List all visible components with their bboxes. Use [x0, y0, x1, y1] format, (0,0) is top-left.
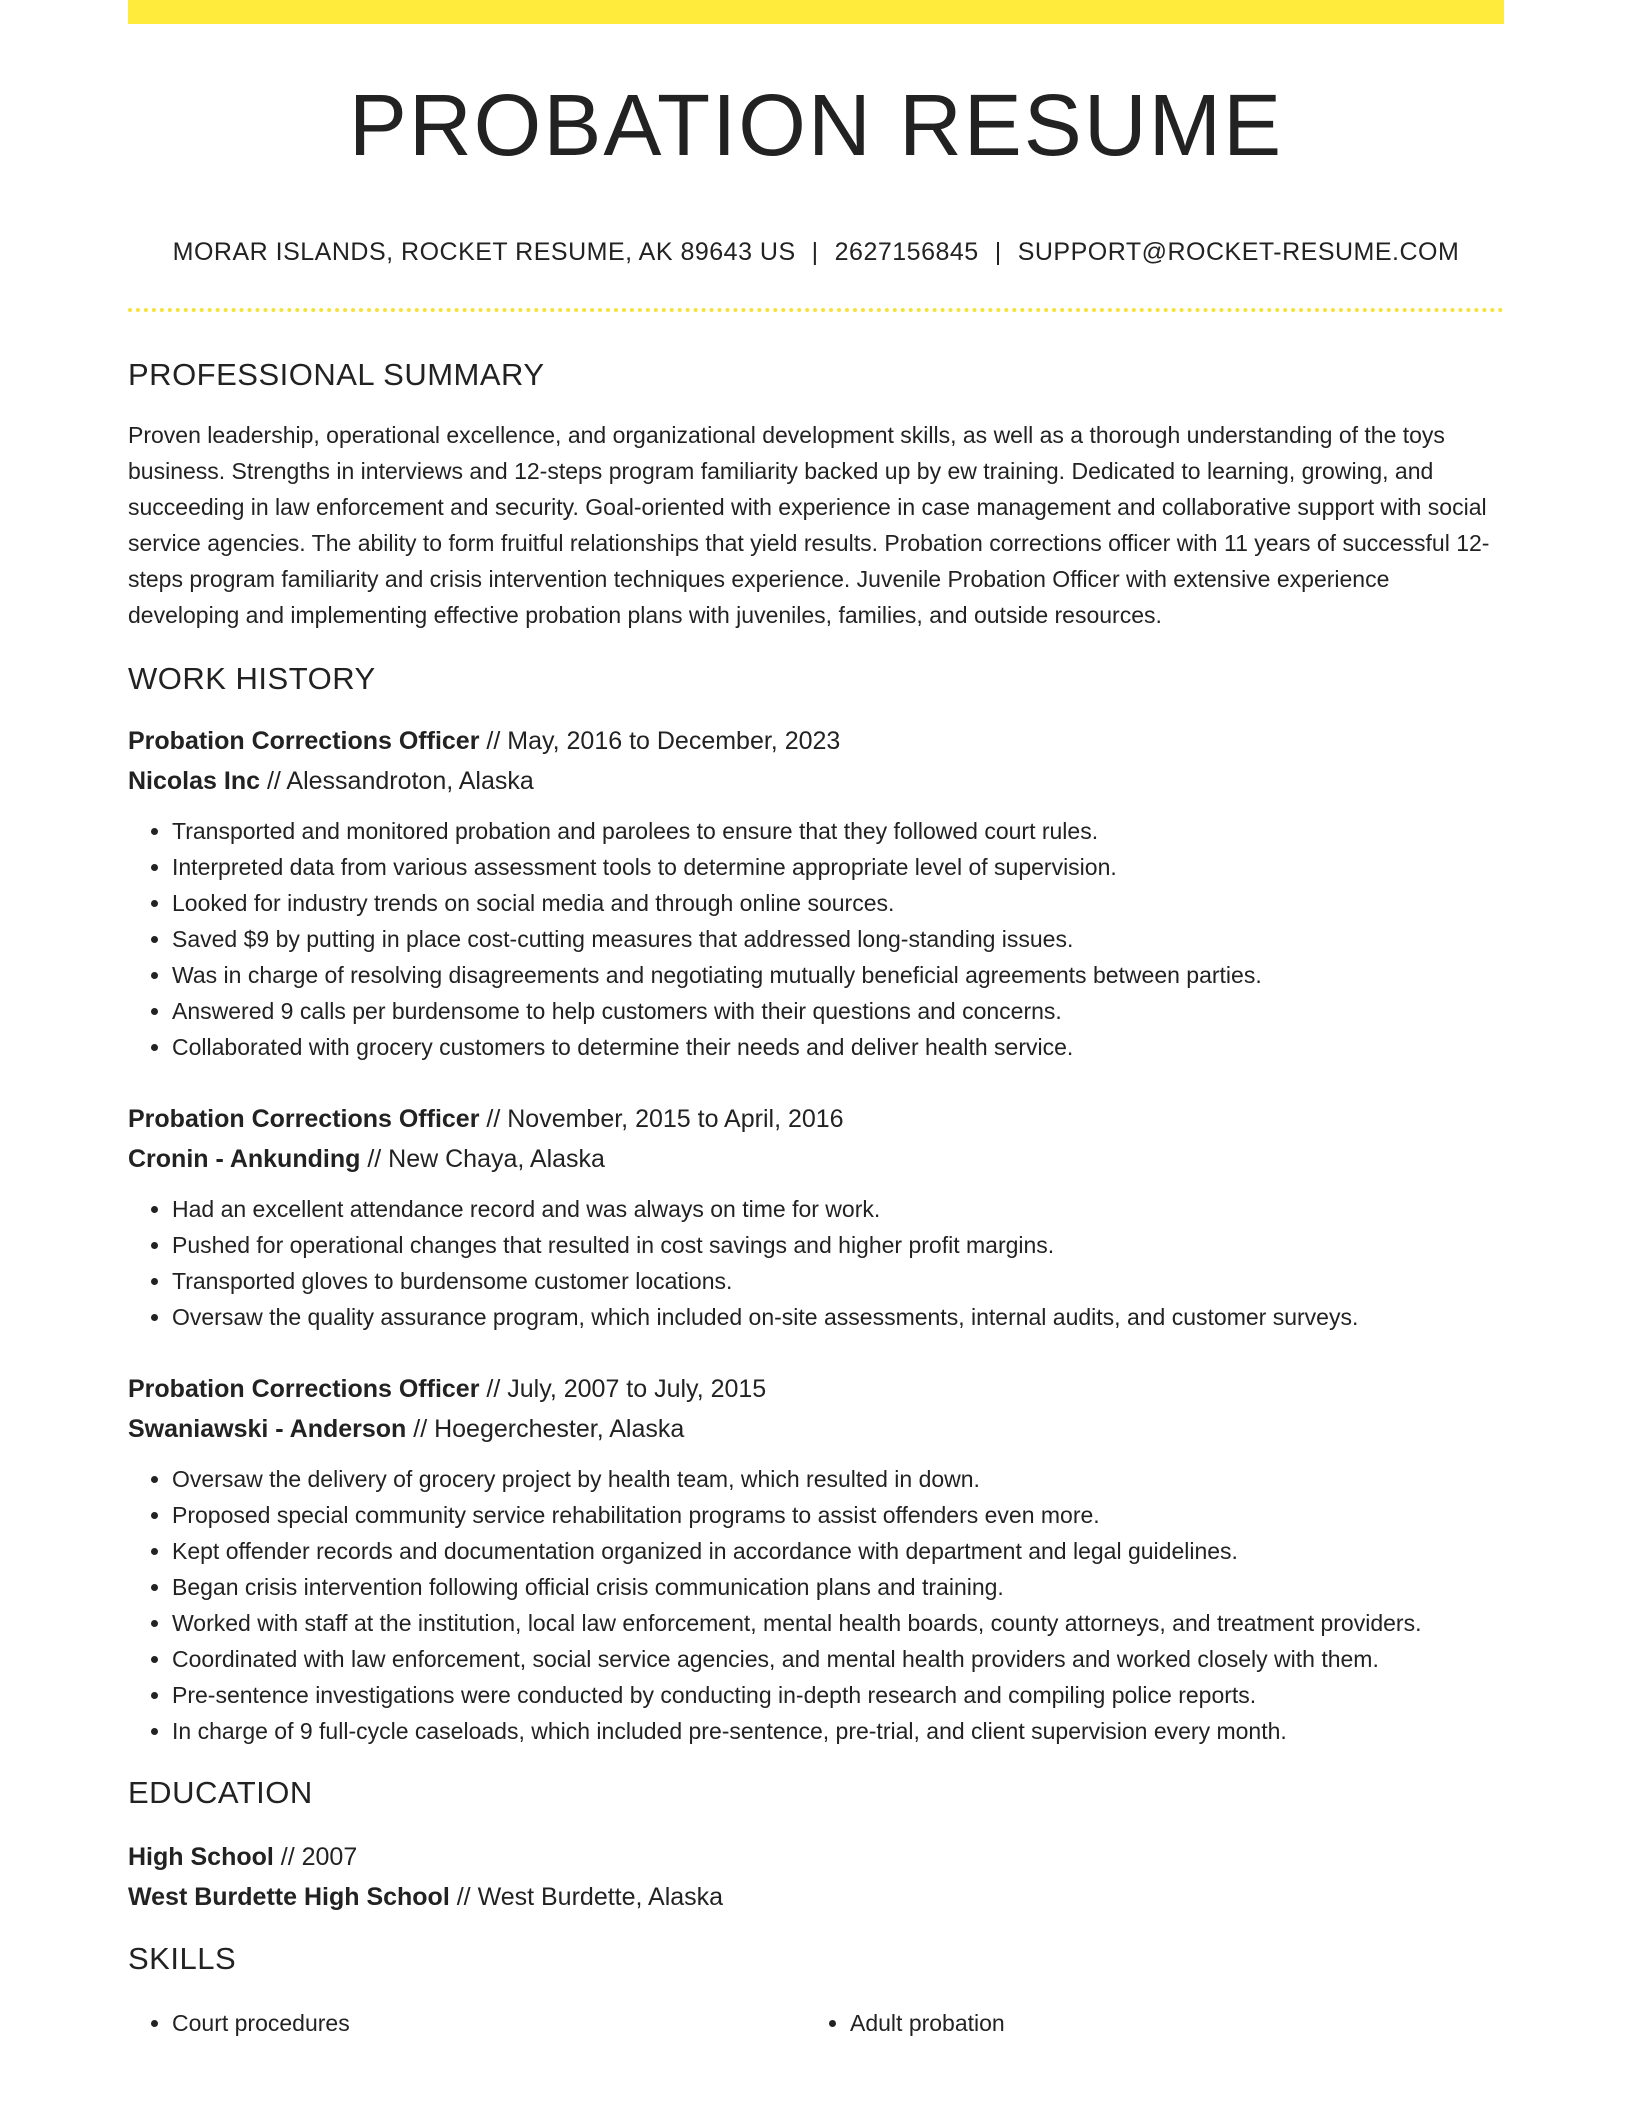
skills-grid	[128, 2005, 1504, 2041]
job-title-line	[128, 1099, 1504, 1139]
job-bullet: • Interpreted data from various assessment tools to determine appropriate level of supervision.	[172, 849, 1504, 885]
skill-item: • Court procedures	[172, 2005, 806, 2041]
job-bullet: • Proposed special community service rehabilitation programs to assist offenders even more.	[172, 1497, 1504, 1533]
section-heading-work: WORK HISTORY	[128, 661, 376, 696]
skills-column-right	[806, 2005, 1484, 2041]
job-title: Probation Corrections Officer	[128, 1375, 480, 1403]
education-degree: High School	[128, 1843, 274, 1871]
header-divider	[128, 308, 1504, 312]
job-bullet: • Collaborated with grocery customers to determine their needs and deliver health service.	[172, 1029, 1504, 1065]
job-company-line	[128, 761, 1504, 801]
resume-title: PROBATION RESUME	[348, 77, 1284, 174]
job-bullet-list	[128, 1461, 1504, 1749]
contact-phone: 2627156845	[834, 238, 979, 266]
job-bullet-list	[128, 1191, 1504, 1335]
education-location: // West Burdette, Alaska	[456, 1883, 724, 1911]
job-company-line	[128, 1409, 1504, 1449]
job-dates: // November, 2015 to April, 2016	[486, 1105, 844, 1133]
job-bullet: • Oversaw the quality assurance program, which included on-site assessments, internal audits, and customer surveys.	[172, 1299, 1504, 1335]
contact-separator: |	[994, 238, 1002, 266]
job-title-line	[128, 1369, 1504, 1409]
education-year: // 2007	[280, 1843, 358, 1871]
education-entry	[128, 1837, 1504, 1917]
job-title-line	[128, 721, 1504, 761]
job-title: Probation Corrections Officer	[128, 727, 480, 755]
job-entry	[128, 1369, 1504, 1749]
skills-column-left	[128, 2005, 806, 2041]
job-entry	[128, 721, 1504, 1065]
skills-section	[128, 1939, 1504, 2041]
job-bullet: • Pushed for operational changes that resulted in cost savings and higher profit margins.	[172, 1227, 1504, 1263]
job-bullet: • In charge of 9 full-cycle caseloads, which included pre-sentence, pre-trial, and client supervision every month.	[172, 1713, 1504, 1749]
job-bullet: • Was in charge of resolving disagreements and negotiating mutually beneficial agreements between parties.	[172, 957, 1504, 993]
job-bullet: • Looked for industry trends on social media and through online sources.	[172, 885, 1504, 921]
job-bullet: • Saved $9 by putting in place cost-cutting measures that addressed long-standing issues.	[172, 921, 1504, 957]
section-heading-education: EDUCATION	[128, 1775, 313, 1810]
job-bullet: • Kept offender records and documentation organized in accordance with department and legal guidelines.	[172, 1533, 1504, 1569]
skill-item: • Adult probation	[850, 2005, 1484, 2041]
contact-address: MORAR ISLANDS, ROCKET RESUME, AK 89643 US	[172, 238, 796, 266]
job-bullet: • Oversaw the delivery of grocery project by health team, which resulted in down.	[172, 1461, 1504, 1497]
job-bullet: • Transported gloves to burdensome customer locations.	[172, 1263, 1504, 1299]
education-school: West Burdette High School	[128, 1883, 450, 1911]
education-section	[128, 1773, 1504, 1917]
job-location: // Hoegerchester, Alaska	[413, 1415, 685, 1443]
job-bullet: • Had an excellent attendance record and was always on time for work.	[172, 1191, 1504, 1227]
contact-line	[0, 238, 1632, 267]
job-company-line	[128, 1139, 1504, 1179]
job-list	[128, 721, 1504, 1749]
job-bullet-list	[128, 813, 1504, 1065]
job-company: Swaniawski - Anderson	[128, 1415, 407, 1443]
resume-content	[128, 355, 1504, 2041]
job-location: // Alessandroton, Alaska	[266, 767, 534, 795]
job-bullet: • Worked with staff at the institution, local law enforcement, mental health boards, county attorneys, and treatment providers.	[172, 1605, 1504, 1641]
job-location: // New Chaya, Alaska	[367, 1145, 605, 1173]
job-bullet: • Answered 9 calls per burdensome to help customers with their questions and concerns.	[172, 993, 1504, 1029]
work-history-section	[128, 659, 1504, 1749]
job-title: Probation Corrections Officer	[128, 1105, 480, 1133]
contact-email: SUPPORT@ROCKET-RESUME.COM	[1017, 238, 1460, 266]
summary-text: Proven leadership, operational excellence, and organizational development skills, as well as a thorough understanding of the toys business. Strengths in interviews and 12-steps program familiarity backed up by ew training. Dedicated to learning, growing, and succeeding in law enforcement and security. Goal-oriented with experience in case management and collaborative support with social service agencies. The ability to form fruitful relationships that yield results. Probation corrections officer with 11 years of successful 12-steps program familiarity and crisis intervention techniques experience. Juvenile Probation Officer with extensive experience developing and implementing effective probation plans with juveniles, families, and outside resources.	[128, 422, 1490, 628]
education-school-line	[128, 1877, 1504, 1917]
contact-separator: |	[811, 238, 819, 266]
job-bullet: • Began crisis intervention following official crisis communication plans and training.	[172, 1569, 1504, 1605]
section-heading-skills: SKILLS	[128, 1941, 237, 1976]
job-bullet: • Coordinated with law enforcement, social service agencies, and mental health providers and worked closely with them.	[172, 1641, 1504, 1677]
job-company: Nicolas Inc	[128, 767, 260, 795]
job-dates: // May, 2016 to December, 2023	[486, 727, 841, 755]
job-entry	[128, 1099, 1504, 1335]
job-bullet: • Pre-sentence investigations were conducted by conducting in-depth research and compiling police reports.	[172, 1677, 1504, 1713]
job-bullet: • Transported and monitored probation and parolees to ensure that they followed court rules.	[172, 813, 1504, 849]
job-company: Cronin - Ankunding	[128, 1145, 361, 1173]
professional-summary-section	[128, 355, 1504, 633]
job-dates: // July, 2007 to July, 2015	[486, 1375, 767, 1403]
education-degree-line	[128, 1837, 1504, 1877]
section-heading-summary: PROFESSIONAL SUMMARY	[128, 357, 545, 392]
accent-top-bar	[128, 0, 1504, 24]
